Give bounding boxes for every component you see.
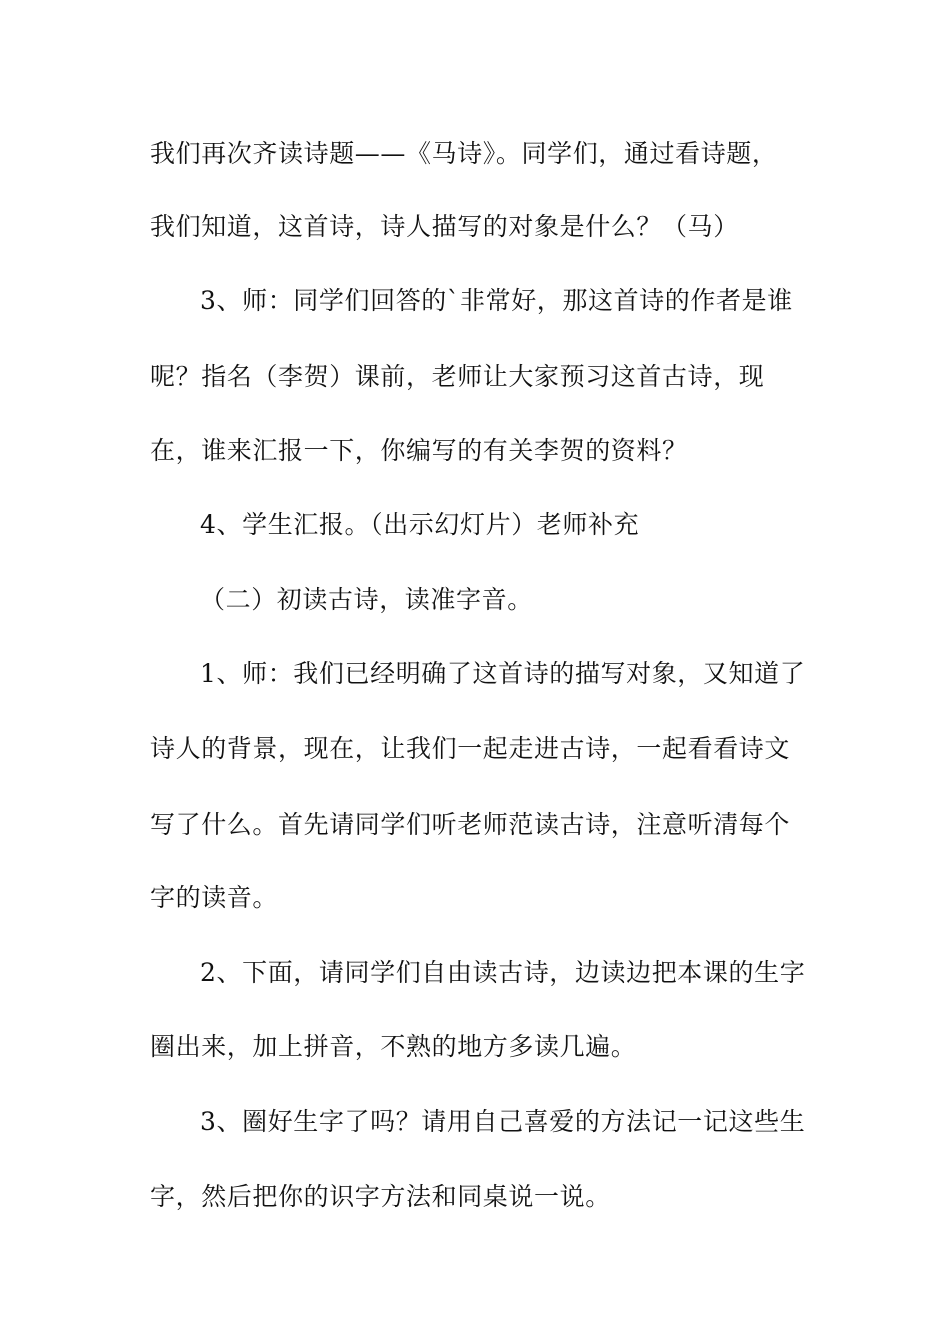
section-heading: （二）初读古诗，读准字音。 [200,585,533,614]
text-line: 字，然后把你的识字方法和同桌说一说。 [150,1182,611,1211]
text-line: 我们知道，这首诗，诗人描写的对象是什么？（马） [150,212,739,241]
text-line: 2、下面，请同学们自由读古诗，边读边把本课的生字 [200,958,806,987]
text-line: 3、师：同学们回答的`非常好，那这首诗的作者是谁 [200,286,793,315]
text-line: 在，谁来汇报一下，你编写的有关李贺的资料？ [150,436,688,465]
text-line: 我们再次齐读诗题——《马诗》。同学们，通过看诗题， [150,139,778,168]
text-line: 诗人的背景，现在，让我们一起走进古诗，一起看看诗文 [150,734,791,763]
text-line: 字的读音。 [150,883,279,912]
text-line: 圈出来，加上拼音，不熟的地方多读几遍。 [150,1032,637,1061]
text-line: 1、师：我们已经明确了这首诗的描写对象，又知道了 [200,659,806,688]
text-line: 呢？指名（李贺）课前，老师让大家预习这首古诗，现 [150,362,765,391]
text-line: 写了什么。首先请同学们听老师范读古诗，注意听清每个 [150,810,791,839]
text-line: 4、学生汇报。（出示幻灯片）老师补充 [200,510,640,539]
text-line: 3、圈好生字了吗？请用自己喜爱的方法记一记这些生 [200,1107,806,1136]
